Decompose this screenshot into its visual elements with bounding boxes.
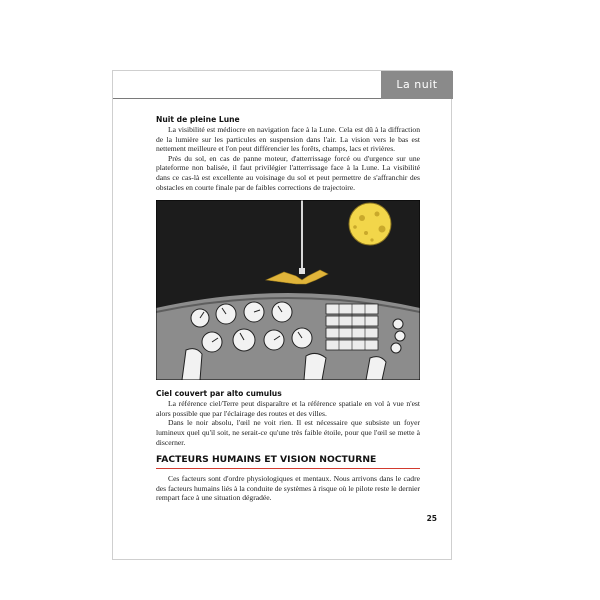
book-page bbox=[112, 70, 452, 560]
paragraph: La visibilité est médiocre en navigation face à la Lune. Cela est dû à la diffraction de la lumière sur les particules en suspension dans l'air. La vision vers le bas est nettement meilleure et l'on peut différencier les forêts, champs, lacs et rivières. bbox=[156, 125, 420, 154]
paragraph: La référence ciel/Terre peut disparaître et la référence spatiale en vol à vue n'est alors possible que par l'éclairage des routes et des villes. bbox=[156, 399, 420, 418]
paragraph: Ces facteurs sont d'ordre physiologiques et mentaux. Nous arrivons dans le cadre des facteurs humains liés à la conduite de systèmes à risque où le pilote reste le dernier rempart face à une situation dégradée. bbox=[156, 474, 421, 503]
running-header bbox=[113, 71, 453, 99]
beacon-light bbox=[299, 268, 305, 274]
cockpit-illustration-svg bbox=[156, 200, 420, 380]
subheading-full-moon: Nuit de pleine Lune bbox=[156, 115, 240, 124]
paragraph: Dans le noir absolu, l'œil ne voit rien. Il est nécessaire que subsiste un foyer lumineux quel qu'il soit, ne serait-ce qu'une très faible étoile, pour que l'œil se mette à discerner. bbox=[156, 418, 420, 447]
light-beam bbox=[301, 200, 303, 270]
page-number: 25 bbox=[426, 514, 437, 523]
moon-icon bbox=[349, 203, 391, 245]
cockpit-night-illustration bbox=[156, 200, 420, 380]
section-heading-human-factors: FACTEURS HUMAINS ET VISION NOCTURNE bbox=[156, 454, 420, 469]
subheading-overcast: Ciel couvert par alto cumulus bbox=[156, 389, 282, 399]
chapter-tab: La nuit bbox=[381, 71, 453, 99]
page-content bbox=[156, 115, 420, 503]
paragraph: Près du sol, en cas de panne moteur, d'atterrissage forcé ou d'urgence sur une plateforme non balisée, il faut privilégier l'atterrissage face à la Lune. La visibilité dans ce cas-là est excellente au voisinage du sol et peut permettre de s'affranchir des obstacles en courte finale par de faibles corrections de trajectoire. bbox=[156, 153, 420, 192]
